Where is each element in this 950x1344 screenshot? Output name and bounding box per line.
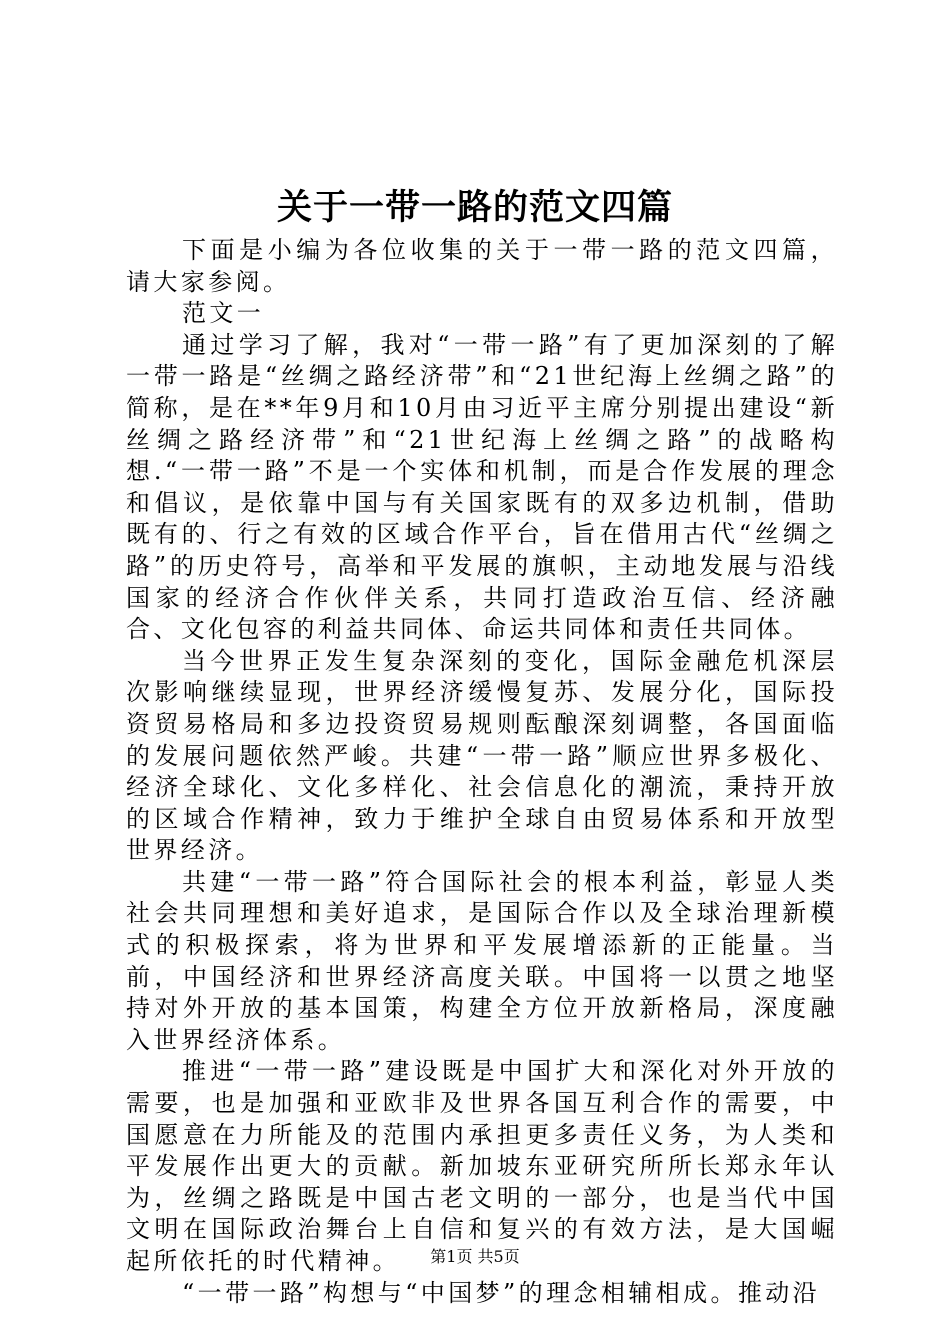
document-body — [126, 235, 838, 1309]
paragraph: 推进“一带一路”建设既是中国扩大和深化对外开放的需要，也是加强和亚欧非及世界各国互利合作的需要，中国愿意在力所能及的范围内承担更多责任义务，为人类和平发展作出更大的贡献。新加坡东亚研究所所长郑永年认为，丝绸之路既是中国古老文明的一部分，也是当代中国文明在国际政治舞台上自信和复兴的有效方法，是大国崛起所依托的时代精神。 — [126, 1057, 838, 1275]
page-footer: 第1页 共5页 — [430, 1247, 520, 1266]
paragraph: 共建“一带一路”符合国际社会的根本利益，彰显人类社会共同理想和美好追求，是国际合作以及全球治理新模式的积极探索，将为世界和平发展增添新的正能量。当前，中国经济和世界经济高度关联。中国将一以贯之地坚持对外开放的基本国策，构建全方位开放新格局，深度融入世界经济体系。 — [126, 867, 838, 1054]
paragraph: 通过学习了解，我对“一带一路”有了更加深刻的了解一带一路是“丝绸之路经济带”和“21世纪海上丝绸之路”的简称，是在**年9月和10月由习近平主席分别提出建设“新丝绸之路经济带”和“21世纪海上丝绸之路”的战略构想.“一带一路”不是一个实体和机制，而是合作发展的理念和倡议，是依靠中国与有关国家既有的双多边机制，借助既有的、行之有效的区域合作平台，旨在借用古代“丝绸之路”的历史符号，高举和平发展的旗帜，主动地发展与沿线国家的经济合作伙伴关系，共同打造政治互信、经济融合、文化包容的利益共同体、命运共同体和责任共同体。 — [126, 330, 838, 644]
paragraph: 当今世界正发生复杂深刻的变化，国际金融危机深层次影响继续显现，世界经济缓慢复苏、发展分化，国际投资贸易格局和多边投资贸易规则酝酿深刻调整，各国面临的发展问题依然严峻。共建“一带一路”顺应世界多极化、经济全球化、文化多样化、社会信息化的潮流，秉持开放的区域合作精神，致力于维护全球自由贸易体系和开放型世界经济。 — [126, 646, 838, 865]
paragraph-intro: 下面是小编为各位收集的关于一带一路的范文四篇，请大家参阅。 — [126, 236, 838, 296]
document-title: 关于一带一路的范文四篇 — [276, 187, 673, 228]
paragraph-section-heading: 范文一 — [182, 299, 265, 328]
paragraph: “一带一路”构想与“中国梦”的理念相辅相成。推动沿 — [182, 1278, 821, 1307]
